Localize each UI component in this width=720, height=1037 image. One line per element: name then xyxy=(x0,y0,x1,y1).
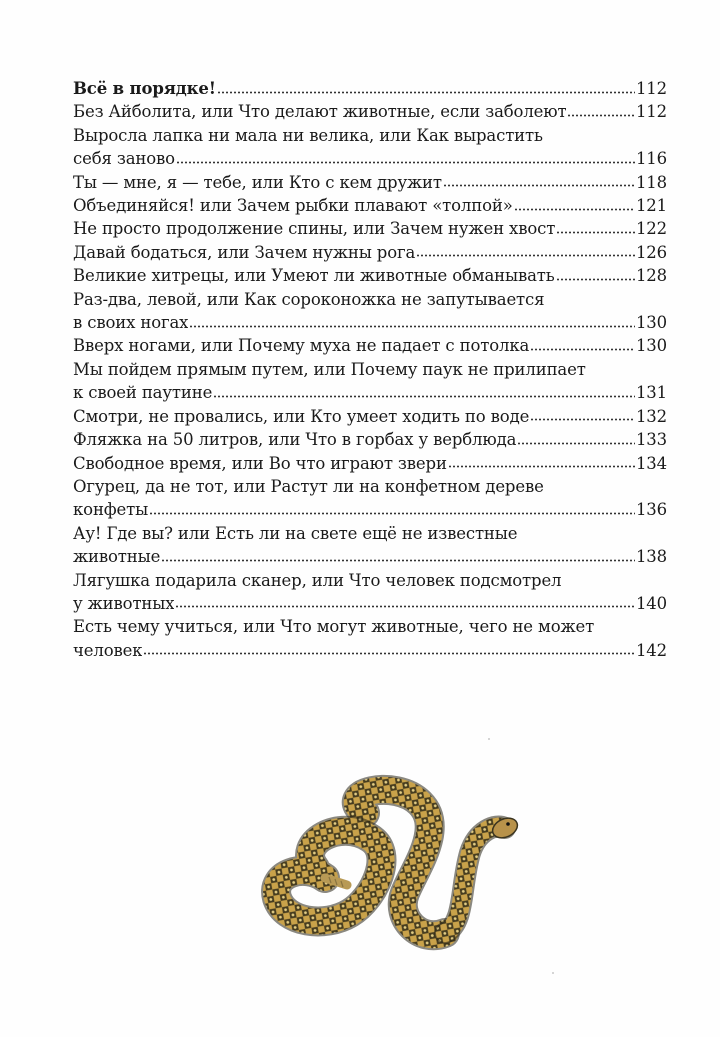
paper-speck xyxy=(488,738,490,740)
table-of-contents xyxy=(73,77,667,662)
toc-entry-line xyxy=(73,428,667,451)
toc-entry xyxy=(73,194,667,217)
toc-entry xyxy=(73,358,667,405)
toc-entry-title: к своей паутине xyxy=(73,383,213,403)
toc-page-number: 130 xyxy=(635,336,667,356)
toc-entry-title: Всё в порядке! xyxy=(73,79,216,98)
toc-entry-line xyxy=(73,358,667,381)
toc-entry-title: в своих ногах xyxy=(73,313,189,333)
toc-entry-line xyxy=(73,124,667,147)
toc-entry xyxy=(73,288,667,335)
toc-entry-title: Свободное время, или Во что играют звери xyxy=(73,453,447,473)
toc-entry-title: Объединяйся! или Зачем рыбки плавают «толпой» xyxy=(73,196,513,216)
toc-entry-line xyxy=(73,147,667,170)
toc-entry-line xyxy=(73,381,667,404)
toc-entry xyxy=(73,615,667,662)
toc-entry-title: животные xyxy=(73,547,161,567)
paper-speck xyxy=(552,972,554,974)
dot-leader xyxy=(530,335,635,352)
toc-entry-title: Давай бодаться, или Зачем нужны рога xyxy=(73,242,416,262)
toc-page-number: 126 xyxy=(635,242,667,262)
dot-leader xyxy=(443,171,635,188)
dot-leader xyxy=(448,452,635,469)
toc-entry-title: Выросла лапка ни мала ни велика, или Как вырастить xyxy=(73,125,543,145)
dot-leader xyxy=(217,78,635,95)
toc-entry-title: Смотри, не провались, или Кто умеет ходить по воде xyxy=(73,406,530,426)
dot-leader xyxy=(149,499,635,516)
toc-entry-title: человек xyxy=(73,640,143,660)
toc-entry-title: Не просто продолжение спины, или Зачем нужен хвост xyxy=(73,219,556,239)
toc-entry xyxy=(73,124,667,171)
toc-entry-title: Лягушка подарила сканер, или Что человек подсмотрел xyxy=(73,570,562,590)
dot-leader xyxy=(530,405,635,422)
toc-page-number: 122 xyxy=(635,219,667,239)
toc-entry xyxy=(73,405,667,428)
toc-entry-line xyxy=(73,475,667,498)
toc-entry-line xyxy=(73,171,667,194)
toc-entry-title: Огурец, да не тот, или Растут ли на конфетном дереве xyxy=(73,476,544,496)
toc-entry-line xyxy=(73,615,667,638)
toc-entry-line xyxy=(73,452,667,475)
toc-entry xyxy=(73,569,667,616)
dot-leader xyxy=(514,195,635,212)
toc-entry xyxy=(73,522,667,569)
dot-leader xyxy=(175,592,635,609)
toc-entry xyxy=(73,217,667,240)
toc-page-number: 118 xyxy=(635,172,667,192)
toc-entry-line xyxy=(73,100,667,123)
toc-page-number: 136 xyxy=(635,500,667,520)
toc-page-number: 112 xyxy=(635,102,667,122)
toc-entry-title: Мы пойдем прямым путем, или Почему паук не прилипает xyxy=(73,359,586,379)
dot-leader xyxy=(143,639,635,656)
dot-leader xyxy=(416,241,635,258)
toc-entry-line xyxy=(73,569,667,592)
toc-entry xyxy=(73,100,667,123)
toc-page-number: 112 xyxy=(635,79,667,98)
toc-entry-line xyxy=(73,77,667,100)
rattlesnake-icon xyxy=(255,773,520,953)
toc-entry-title: себя заново xyxy=(73,149,175,169)
toc-entry xyxy=(73,241,667,264)
toc-entry-title: Фляжка на 50 литров, или Что в горбах у верблюда xyxy=(73,430,517,450)
dot-leader xyxy=(189,312,635,329)
dot-leader xyxy=(161,546,635,563)
toc-entry xyxy=(73,475,667,522)
toc-page-number: 134 xyxy=(635,453,667,473)
toc-entry-title: у животных xyxy=(73,593,175,613)
toc-entry-line xyxy=(73,545,667,568)
toc-entry xyxy=(73,452,667,475)
dot-leader xyxy=(517,429,635,446)
toc-entry-title: Великие хитрецы, или Умеют ли животные обманывать xyxy=(73,266,555,286)
dot-leader xyxy=(176,148,635,165)
toc-entry-title: Ау! Где вы? или Есть ли на свете ещё не известные xyxy=(73,523,518,543)
toc-page-number: 133 xyxy=(635,430,667,450)
toc-entry-line xyxy=(73,522,667,545)
toc-entry-title: Ты — мне, я — тебе, или Кто с кем дружит xyxy=(73,172,442,192)
toc-entry-title: Без Айболита, или Что делают животные, если заболеют xyxy=(73,102,567,122)
toc-page-number: 116 xyxy=(635,149,667,169)
toc-entry-line xyxy=(73,639,667,662)
toc-page-number: 142 xyxy=(635,640,667,660)
toc-entry-line xyxy=(73,217,667,240)
toc-entry-line xyxy=(73,241,667,264)
toc-entry-line xyxy=(73,264,667,287)
dot-leader xyxy=(567,101,634,118)
toc-page-number: 130 xyxy=(635,313,667,333)
toc-entry xyxy=(73,77,667,100)
toc-entry-line xyxy=(73,288,667,311)
toc-entry xyxy=(73,171,667,194)
toc-entry xyxy=(73,428,667,451)
toc-entry-title: Раз-два, левой, или Как сороконожка не запутывается xyxy=(73,289,545,309)
toc-entry-line xyxy=(73,194,667,217)
toc-page-number: 132 xyxy=(635,406,667,426)
dot-leader xyxy=(556,218,635,235)
toc-entry-line xyxy=(73,498,667,521)
toc-page-number: 128 xyxy=(635,266,667,286)
toc-entry-line xyxy=(73,405,667,428)
toc-entry-title: Есть чему учиться, или Что могут животные, чего не может xyxy=(73,617,595,637)
toc-page-number: 121 xyxy=(635,196,667,216)
toc-entry-title: Вверх ногами, или Почему муха не падает с потолка xyxy=(73,336,530,356)
toc-page-number: 131 xyxy=(635,383,667,403)
dot-leader xyxy=(213,382,635,399)
dot-leader xyxy=(556,265,635,282)
toc-entry-title: конфеты xyxy=(73,500,149,520)
toc-entry xyxy=(73,264,667,287)
toc-page-number: 140 xyxy=(635,593,667,613)
toc-entry-line xyxy=(73,311,667,334)
toc-entry-line xyxy=(73,334,667,357)
toc-entry xyxy=(73,334,667,357)
toc-entry-line xyxy=(73,592,667,615)
toc-page-number: 138 xyxy=(635,547,667,567)
